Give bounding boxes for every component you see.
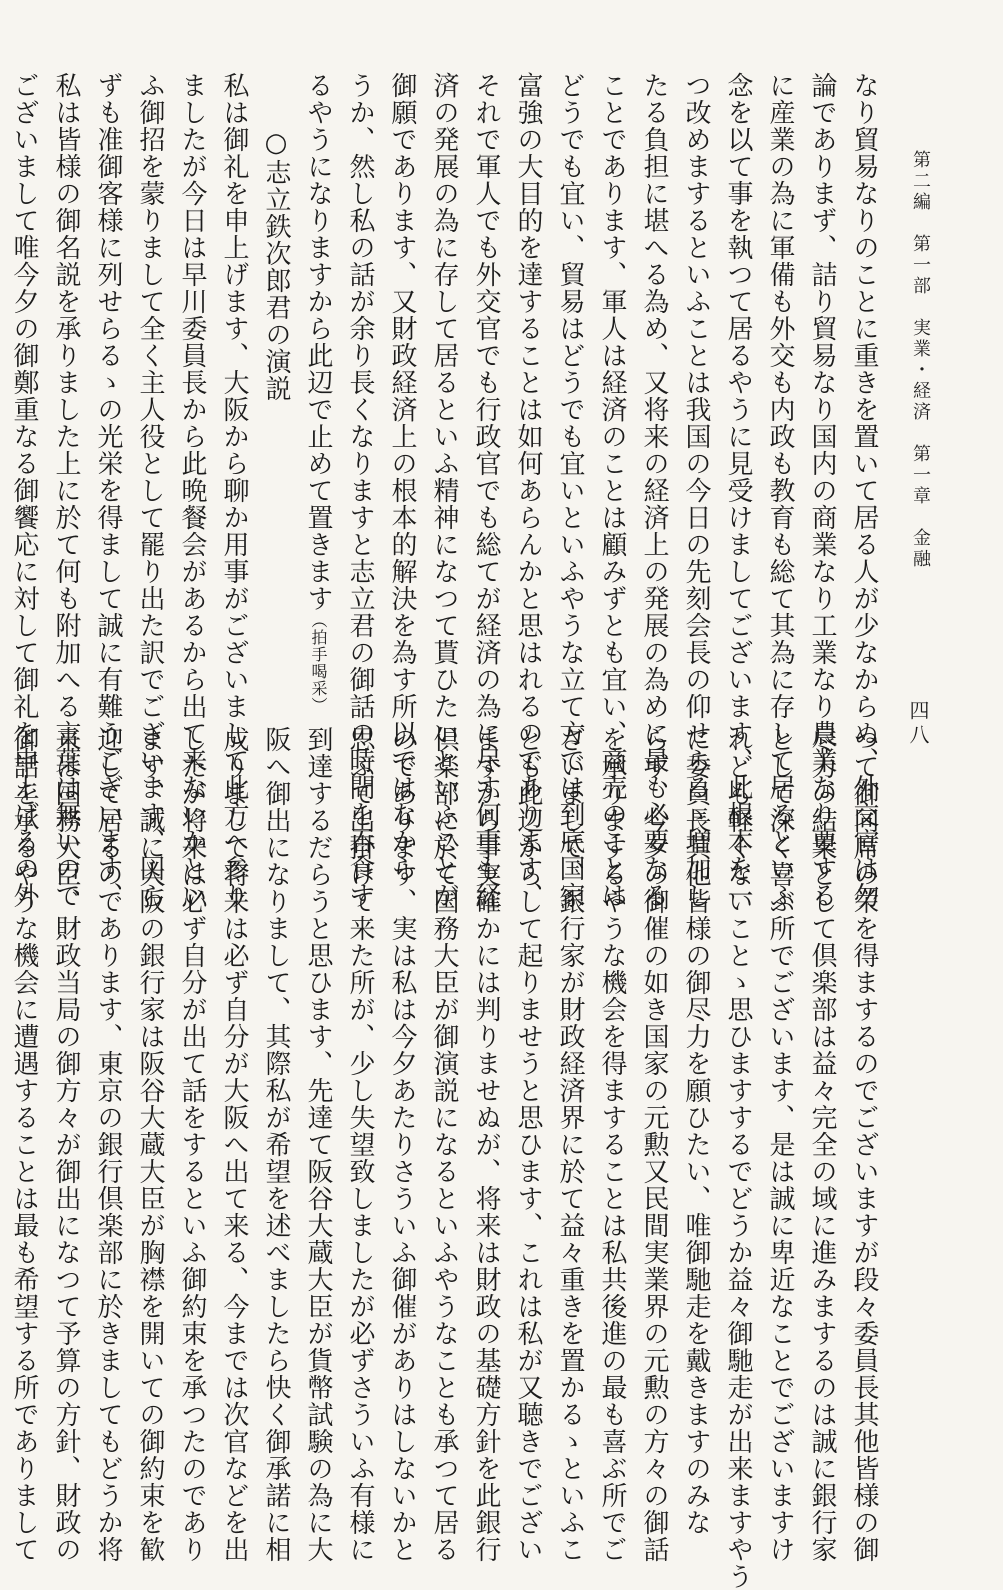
text-column-last bbox=[297, 72, 339, 714]
text-column: うか、然し私の話が余り長くなりますと志立君の御話の時間を吞食す bbox=[345, 72, 375, 909]
text-column: 済の発展の為に存して居るといふ精神になつて貰ひたいといふことが bbox=[429, 72, 459, 909]
text-column: 御話を承るやうな機会に遭遇することは最も希望する所でありまして bbox=[9, 726, 39, 1563]
text-column: を承りまするやうな機会を得ますることは私共後進の最も喜ぶ所でご bbox=[597, 726, 627, 1563]
running-header: 第二編 第一部 実業・経済 第一章 金融 bbox=[910, 150, 931, 570]
text-column: 迎して居るのであります、東京の銀行倶楽部に於きましてもどうか将 bbox=[93, 726, 123, 1563]
text-column: 私は皆様の御名説を承りました上に於て何も附加へる言葉は無いので bbox=[51, 72, 81, 909]
text-column: ましたが今日は早川委員長から此晩餐会があるから出て来ないかとい bbox=[177, 72, 207, 909]
page-number: 四八 bbox=[906, 700, 930, 748]
text-fragment: るやうになりますから此辺で止めて置きます bbox=[303, 72, 333, 612]
text-column: 思ふて出掛けて来た所が、少し失望致しましたが必ずさういふ有様に bbox=[345, 726, 375, 1563]
text-column: 来は国務大臣、財政当局の御方々が御出になつて予算の方針、財政の bbox=[51, 726, 81, 1563]
text-column: 論でありまず、詰り貿易なり国内の商業なり工業なり農業なり要する bbox=[807, 72, 837, 909]
text-column: つ改めまするといふことは我国の今日の先刻会長の仰せらるゝ増加し bbox=[681, 72, 711, 909]
text-column: 私は御礼を申上げます、大阪から聊か用事がございまして此方へ参り bbox=[219, 72, 249, 909]
text-column: ざいまして、銀行家が財政経済界に於て益々重きを置かるゝといふこ bbox=[555, 726, 585, 1563]
text-column: ずも准御客様に列せらるゝの光栄を得まして誠に有難うございます、 bbox=[93, 72, 123, 909]
text-column: つて御同席の栄を得まするのでございますが段々委員長其他皆様の御 bbox=[849, 726, 879, 1563]
text-column: ふ御招を蒙りまして全く主人役として罷り出た訳でございます、図ら bbox=[135, 72, 165, 909]
text-column: 富強の大目的を達することは如何あらんかと思はれるのであります、 bbox=[513, 72, 543, 909]
text-column: ことであります、軍人は経済のことは顧みずとも宜い、商売のことは bbox=[597, 72, 627, 909]
applause-note: （拍手喝采） bbox=[309, 612, 328, 714]
speech-heading: ○志立鉄次郎君の演説 bbox=[261, 128, 291, 402]
text-column: れども軽くないことゝ思ひますするでどうか益々御馳走が出来ますやう bbox=[723, 726, 753, 1590]
text-column: それで軍人でも外交官でも行政官でも総てが経済の為に尽す何事も経 bbox=[471, 72, 501, 909]
text-column: ます、誠に大阪の銀行家は阪谷大蔵大臣が胸襟を開いての御約束を歓 bbox=[135, 726, 165, 1563]
lower-text-block bbox=[9, 726, 885, 1590]
text-column bbox=[0, 72, 3, 664]
text-column bbox=[0, 726, 3, 1318]
text-column: 到達するだらうと思ひます、先達て阪谷大蔵大臣が貨幣試験の為に大 bbox=[303, 726, 333, 1563]
text-column: のであります、実は私は今夕あたりさういふ御催がありはしないかと bbox=[387, 726, 417, 1563]
text-column: らず、今夕の御催の如き国家の元勲又民間実業界の元勲の方々の御話 bbox=[639, 726, 669, 1563]
text-column: 阪へ御出になりまして、其際私が希望を述べましたら快く御承諾に相 bbox=[261, 726, 291, 1563]
text-column: 尽力の結果として倶楽部は益々完全の域に進みまするのは誠に銀行家 bbox=[807, 726, 837, 1563]
text-column: したが将来は必ず自分が出て話をするといふ御約束を承つたのであり bbox=[177, 726, 207, 1563]
text-column: ますから事実確かには判りませぬが、将来は財政の基礎方針を此銀行 bbox=[471, 726, 501, 1563]
text-column: 御願であります、又財政経済上の根本的解決を為す所以ではなから bbox=[387, 72, 417, 882]
text-column: 倶楽部に於て国務大臣が御演説になるといふやうなことも承つて居る bbox=[429, 726, 459, 1563]
text-column: に産業の為に軍備も外交も内政も教育も総て其為に存して居るといふ bbox=[765, 72, 795, 909]
text-column: どうでも宜い、貿易はどうでも宜いといふやうな立て方では到底国家 bbox=[555, 72, 585, 909]
text-column: として深く喜ぶ所でございます、是は誠に卑近なことでございますけ bbox=[765, 726, 795, 1563]
text-column: に委員長其他皆様の御尽力を願ひたい、唯御馳走を戴きますのみな bbox=[681, 726, 711, 1536]
text-column: ございまして唯今夕の御鄭重なる御饗応に対して御礼を申上げるの外 bbox=[9, 72, 39, 909]
text-column: とも此辺からして起りませうと思ひます、これは私が又聴きでござい bbox=[513, 726, 543, 1563]
text-column: 念を以て事を執つて居るやうに見受けましてございます、此根本を一 bbox=[723, 72, 753, 909]
text-column: 成りまして将来は必ず自分が大阪へ出て来る、今までは次官などを出 bbox=[219, 726, 249, 1563]
text-column: なり貿易なりのことに重きを置いて居る人が少なからぬ、外交官は勿 bbox=[849, 72, 879, 909]
text-column: たる負担に堪へる為め、又将来の経済上の発展の為めに最も必要なる bbox=[639, 72, 669, 909]
upper-text-block bbox=[9, 72, 885, 909]
